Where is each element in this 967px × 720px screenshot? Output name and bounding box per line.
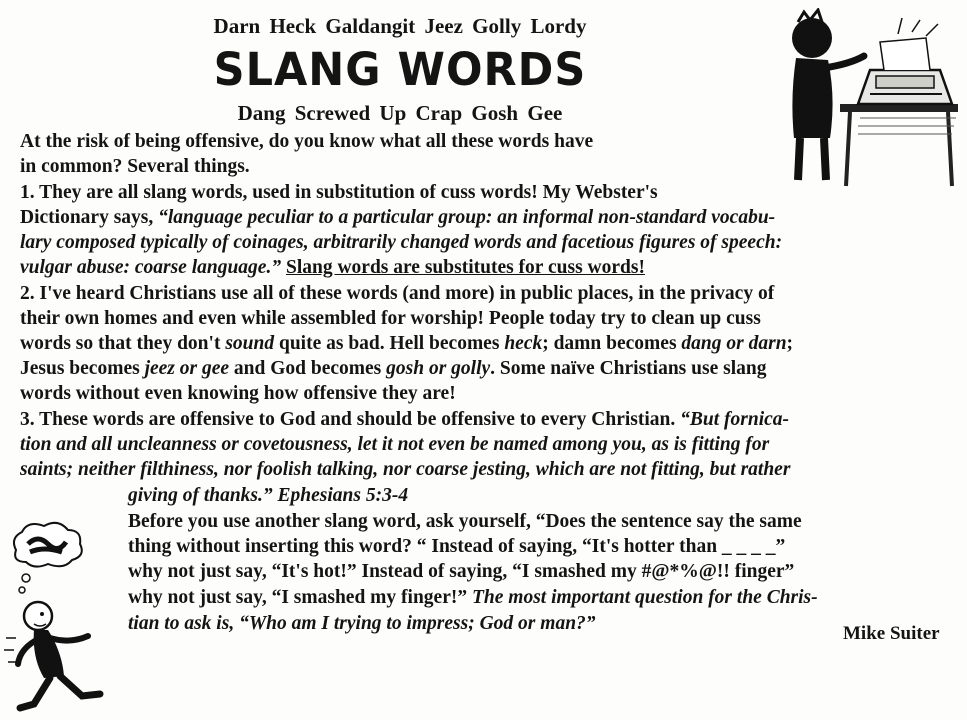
definition-quote-line: lary composed typically of coinages, arbitrarily changed words and facetious figures of speech: (20, 232, 783, 253)
closing-line: why not just say, “It's hot!” Instead of saying, “I smashed my #@*%@!! finger” (128, 561, 795, 582)
intro-line: in common? Several things. (20, 156, 250, 177)
point2-line: words without even knowing how offensive they are! (20, 383, 456, 404)
point1-line (20, 256, 645, 280)
definition-quote: “language peculiar to a particular group: an informal non-standard vocabu- (158, 207, 776, 228)
point1-text: Dictionary says, (20, 207, 159, 228)
text: 3. These words are offensive to God and should be offensive to every Christian. (20, 409, 681, 430)
point2-line: their own homes and even while assembled for worship! People today try to clean up cuss (20, 308, 761, 329)
text: and God becomes (229, 358, 387, 379)
scripture-reference: giving of thanks.” Ephesians 5:3-4 (128, 485, 409, 506)
closing-line: thing without inserting this word? “ Instead of saying, “It's hotter than _ _ _ _” (128, 536, 786, 557)
text: ; (786, 333, 794, 354)
scripture-quote: “But fornica- (680, 409, 790, 430)
page-title: SLANG WORDS (213, 43, 587, 97)
point1-line: 1. They are all slang words, used in substitution of cuss words! My Webster's (20, 182, 658, 203)
text: ; damn becomes (542, 333, 682, 354)
closing-line: tian to ask is, “Who am I trying to impress; God or man?” (128, 613, 596, 634)
point3-line (20, 408, 789, 432)
text: why not just say, “I smashed my finger!” (128, 587, 472, 608)
emphasis: sound (225, 333, 275, 354)
point2-line (20, 332, 793, 356)
emphasis: heck (504, 333, 543, 354)
definition-quote: vulgar abuse: coarse language.” (20, 257, 282, 278)
point2-line (20, 357, 766, 381)
closing-line (128, 586, 818, 610)
running-man-thought-icon (4, 518, 124, 718)
emphasis: The most important question for the Chris- (471, 587, 818, 608)
header-top-words: Darn Heck Galdangit Jeez Golly Lordy (213, 14, 587, 38)
closing-line: Before you use another slang word, ask yourself, “Does the sentence say the same (128, 511, 802, 532)
point1-line (20, 206, 775, 230)
emphasis: gosh or golly (386, 358, 491, 379)
text: words so that they don't (20, 333, 226, 354)
text: quite as bad. Hell becomes (274, 333, 505, 354)
emphasis: dang or darn (681, 333, 787, 354)
underlined-statement: Slang words are substitutes for cuss words! (285, 257, 645, 278)
author-signature: Mike Suiter (843, 623, 940, 644)
text: Jesus becomes (20, 358, 145, 379)
intro-line: At the risk of being offensive, do you know what all these words have (20, 131, 594, 152)
emphasis: jeez or gee (144, 358, 230, 379)
typist-illustration-icon (780, 8, 960, 188)
text: . Some naïve Christians use slang (490, 358, 767, 379)
header-sub-words: Dang Screwed Up Crap Gosh Gee (237, 101, 563, 125)
point2-line: 2. I've heard Christians use all of these words (and more) in public places, in the privacy of (20, 283, 775, 304)
scripture-quote-line: saints; neither filthiness, nor foolish talking, nor coarse jesting, which are not fitting, but rather (20, 459, 791, 480)
scripture-quote-line: tion and all uncleanness or covetousness, let it not even be named among you, as is fitting for (20, 434, 770, 455)
